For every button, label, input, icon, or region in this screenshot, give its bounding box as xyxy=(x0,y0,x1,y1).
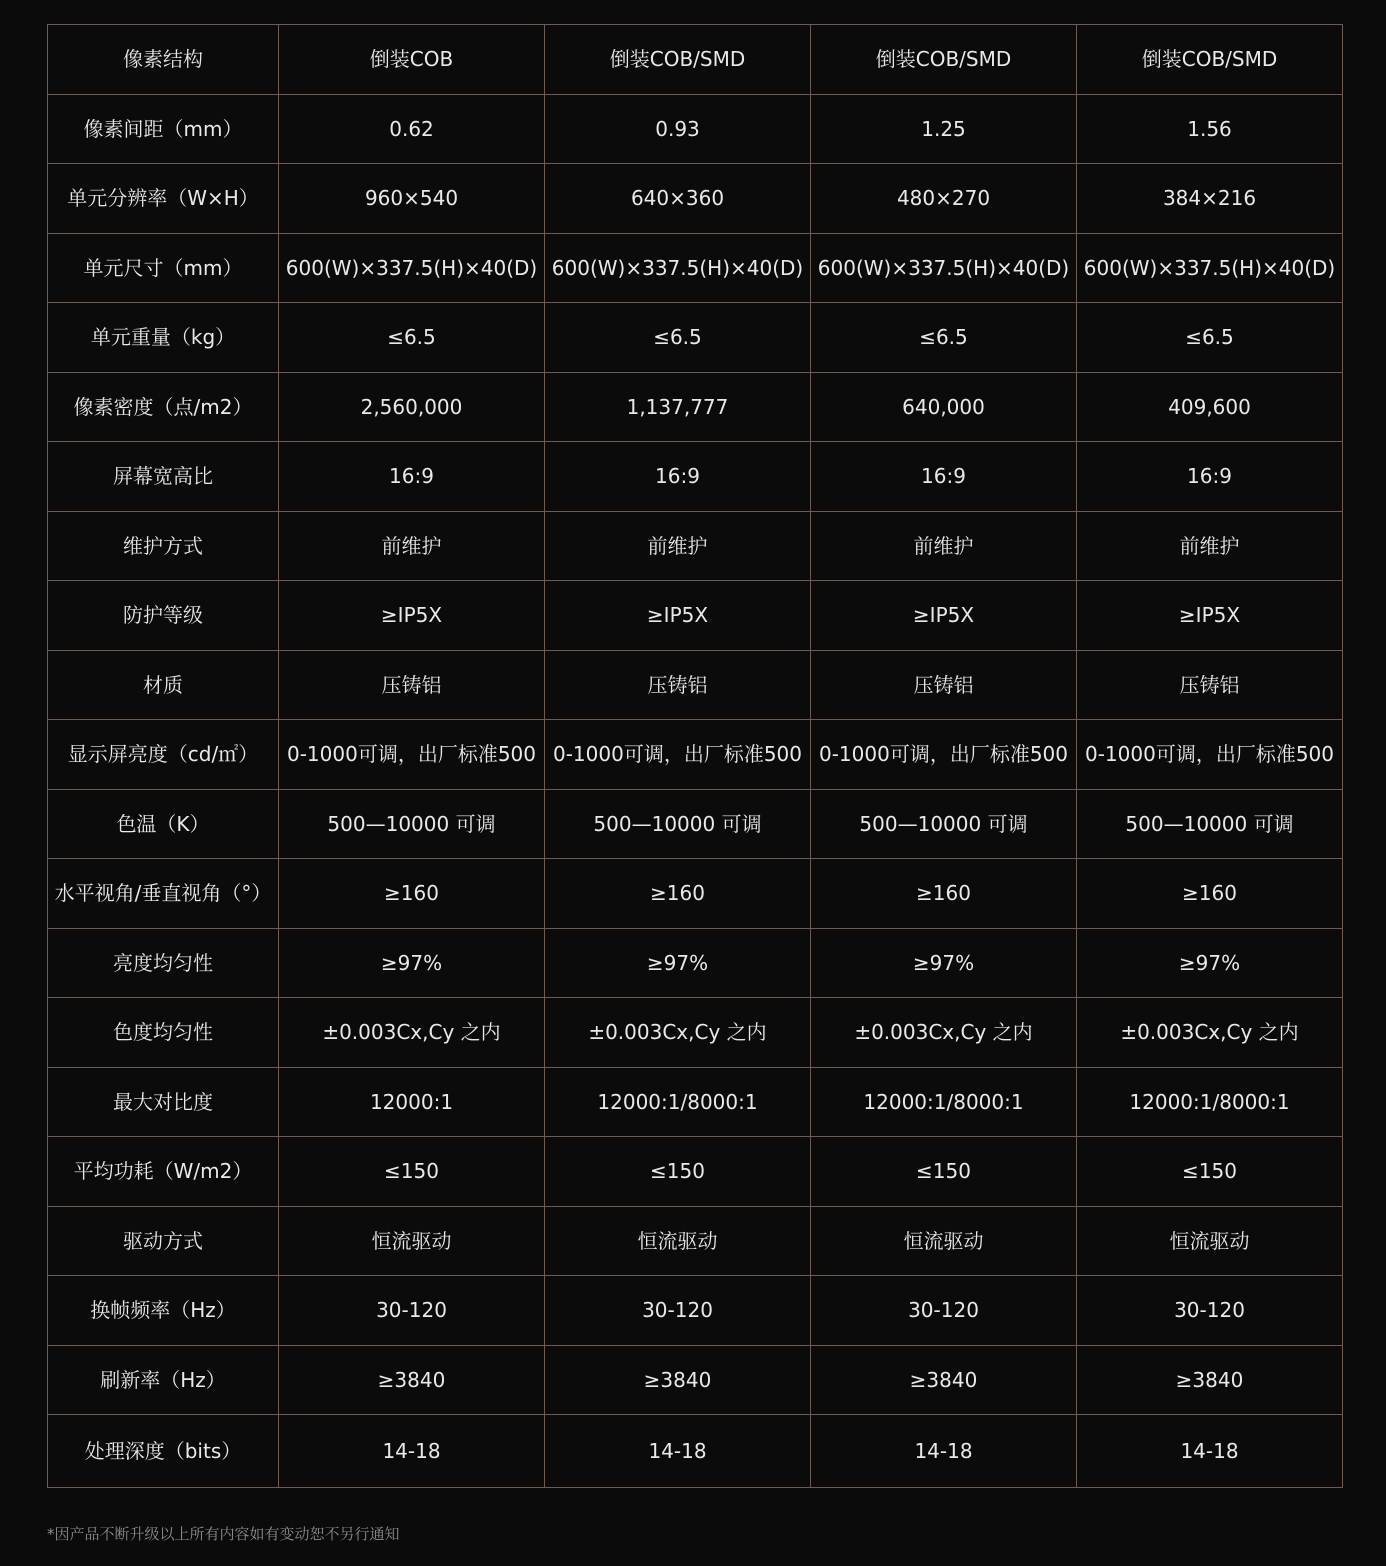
table-cell: 500—10000 可调 xyxy=(811,789,1077,859)
table-cell: 30-120 xyxy=(545,1276,811,1346)
row-label: 水平视角/垂直视角（°） xyxy=(48,859,279,929)
table-cell: 0-1000可调，出厂标准500 xyxy=(1077,720,1343,790)
table-cell: ≥3840 xyxy=(279,1345,545,1415)
table-cell: 倒装COB/SMD xyxy=(545,25,811,95)
table-cell: 倒装COB xyxy=(279,25,545,95)
table-row xyxy=(48,372,1343,442)
table-cell: 409,600 xyxy=(1077,372,1343,442)
table-cell: 前维护 xyxy=(279,511,545,581)
table-cell: ≥IP5X xyxy=(279,581,545,651)
row-label: 亮度均匀性 xyxy=(48,928,279,998)
table-cell: 30-120 xyxy=(279,1276,545,1346)
table-cell: 恒流驱动 xyxy=(1077,1206,1343,1276)
table-cell: 恒流驱动 xyxy=(811,1206,1077,1276)
table-cell: 600(W)×337.5(H)×40(D) xyxy=(545,233,811,303)
table-cell: 12000:1/8000:1 xyxy=(1077,1067,1343,1137)
table-cell: ≤6.5 xyxy=(545,303,811,373)
row-label: 色温（K） xyxy=(48,789,279,859)
table-row xyxy=(48,511,1343,581)
table-cell: ±0.003Cx,Cy 之内 xyxy=(1077,998,1343,1068)
row-label: 驱动方式 xyxy=(48,1206,279,1276)
table-cell: 16:9 xyxy=(279,442,545,512)
table-cell: 600(W)×337.5(H)×40(D) xyxy=(811,233,1077,303)
table-cell: 16:9 xyxy=(811,442,1077,512)
table-cell: ≥3840 xyxy=(811,1345,1077,1415)
row-label: 像素结构 xyxy=(48,25,279,95)
table-cell: ±0.003Cx,Cy 之内 xyxy=(545,998,811,1068)
table-cell: ≥IP5X xyxy=(1077,581,1343,651)
footnote: *因产品不断升级以上所有内容如有变动恕不另行通知 xyxy=(47,1525,400,1543)
table-row xyxy=(48,998,1343,1068)
table-cell: 30-120 xyxy=(1077,1276,1343,1346)
table-cell: 1.25 xyxy=(811,94,1077,164)
table-row xyxy=(48,164,1343,234)
table-row xyxy=(48,1067,1343,1137)
table-cell: 1,137,777 xyxy=(545,372,811,442)
table-cell: ≤150 xyxy=(811,1137,1077,1207)
table-cell: 前维护 xyxy=(1077,511,1343,581)
row-label: 材质 xyxy=(48,650,279,720)
row-label: 刷新率（Hz） xyxy=(48,1345,279,1415)
table-cell: 640,000 xyxy=(811,372,1077,442)
table-cell: 14-18 xyxy=(279,1415,545,1488)
table-row xyxy=(48,1345,1343,1415)
table-row xyxy=(48,581,1343,651)
table-cell: 恒流驱动 xyxy=(279,1206,545,1276)
table-row xyxy=(48,442,1343,512)
table-cell: 12000:1 xyxy=(279,1067,545,1137)
table-cell: ≥97% xyxy=(1077,928,1343,998)
table-cell: ≥97% xyxy=(279,928,545,998)
table-cell: 倒装COB/SMD xyxy=(811,25,1077,95)
row-label: 平均功耗（W/m2） xyxy=(48,1137,279,1207)
table-cell: 倒装COB/SMD xyxy=(1077,25,1343,95)
table-row xyxy=(48,1415,1343,1488)
table-cell: 30-120 xyxy=(811,1276,1077,1346)
table-cell: 480×270 xyxy=(811,164,1077,234)
table-row xyxy=(48,928,1343,998)
table-cell: 2,560,000 xyxy=(279,372,545,442)
row-label: 最大对比度 xyxy=(48,1067,279,1137)
row-label: 维护方式 xyxy=(48,511,279,581)
table-row xyxy=(48,1137,1343,1207)
table-row xyxy=(48,233,1343,303)
table-cell: ≥3840 xyxy=(1077,1345,1343,1415)
row-label: 单元重量（kg） xyxy=(48,303,279,373)
table-cell: 12000:1/8000:1 xyxy=(811,1067,1077,1137)
row-label: 色度均匀性 xyxy=(48,998,279,1068)
table-cell: ≥160 xyxy=(545,859,811,929)
table-cell: ≤6.5 xyxy=(1077,303,1343,373)
table-cell: ≥IP5X xyxy=(811,581,1077,651)
row-label: 像素间距（mm） xyxy=(48,94,279,164)
table-cell: ≥IP5X xyxy=(545,581,811,651)
table-cell: 16:9 xyxy=(545,442,811,512)
table-row xyxy=(48,720,1343,790)
table-cell: 前维护 xyxy=(811,511,1077,581)
row-label: 防护等级 xyxy=(48,581,279,651)
table-cell: ≤6.5 xyxy=(279,303,545,373)
table-cell: 0.93 xyxy=(545,94,811,164)
table-cell: ≥97% xyxy=(545,928,811,998)
table-cell: ±0.003Cx,Cy 之内 xyxy=(811,998,1077,1068)
table-row xyxy=(48,859,1343,929)
table-row xyxy=(48,1276,1343,1346)
spec-table xyxy=(47,24,1343,1488)
table-cell: 12000:1/8000:1 xyxy=(545,1067,811,1137)
spec-table-body xyxy=(48,25,1343,1488)
table-cell: 0-1000可调，出厂标准500 xyxy=(279,720,545,790)
table-cell: 14-18 xyxy=(1077,1415,1343,1488)
table-cell: ≥97% xyxy=(811,928,1077,998)
table-cell: 压铸铝 xyxy=(1077,650,1343,720)
table-cell: 16:9 xyxy=(1077,442,1343,512)
table-cell: 0-1000可调，出厂标准500 xyxy=(811,720,1077,790)
row-label: 显示屏亮度（cd/㎡） xyxy=(48,720,279,790)
table-cell: 1.56 xyxy=(1077,94,1343,164)
table-cell: 压铸铝 xyxy=(811,650,1077,720)
table-cell: 0.62 xyxy=(279,94,545,164)
row-label: 换帧频率（Hz） xyxy=(48,1276,279,1346)
table-cell: ≥160 xyxy=(279,859,545,929)
row-label: 单元尺寸（mm） xyxy=(48,233,279,303)
table-cell: ±0.003Cx,Cy 之内 xyxy=(279,998,545,1068)
table-cell: 压铸铝 xyxy=(545,650,811,720)
table-cell: 500—10000 可调 xyxy=(545,789,811,859)
table-cell: 384×216 xyxy=(1077,164,1343,234)
table-cell: 500—10000 可调 xyxy=(279,789,545,859)
table-cell: ≥3840 xyxy=(545,1345,811,1415)
table-row xyxy=(48,303,1343,373)
table-row xyxy=(48,1206,1343,1276)
table-cell: 0-1000可调，出厂标准500 xyxy=(545,720,811,790)
table-row xyxy=(48,789,1343,859)
table-row xyxy=(48,650,1343,720)
row-label: 屏幕宽高比 xyxy=(48,442,279,512)
table-cell: 恒流驱动 xyxy=(545,1206,811,1276)
row-label: 处理深度（bits） xyxy=(48,1415,279,1488)
table-cell: ≤150 xyxy=(279,1137,545,1207)
table-cell: ≥160 xyxy=(811,859,1077,929)
table-cell: 600(W)×337.5(H)×40(D) xyxy=(1077,233,1343,303)
table-cell: 500—10000 可调 xyxy=(1077,789,1343,859)
row-label: 像素密度（点/m2） xyxy=(48,372,279,442)
table-cell: ≤150 xyxy=(1077,1137,1343,1207)
table-row xyxy=(48,25,1343,95)
table-cell: ≤150 xyxy=(545,1137,811,1207)
table-row xyxy=(48,94,1343,164)
table-cell: 14-18 xyxy=(811,1415,1077,1488)
table-cell: 前维护 xyxy=(545,511,811,581)
table-cell: 600(W)×337.5(H)×40(D) xyxy=(279,233,545,303)
table-cell: ≤6.5 xyxy=(811,303,1077,373)
table-cell: 14-18 xyxy=(545,1415,811,1488)
row-label: 单元分辨率（W×H） xyxy=(48,164,279,234)
table-cell: 960×540 xyxy=(279,164,545,234)
table-cell: 压铸铝 xyxy=(279,650,545,720)
table-cell: ≥160 xyxy=(1077,859,1343,929)
table-cell: 640×360 xyxy=(545,164,811,234)
